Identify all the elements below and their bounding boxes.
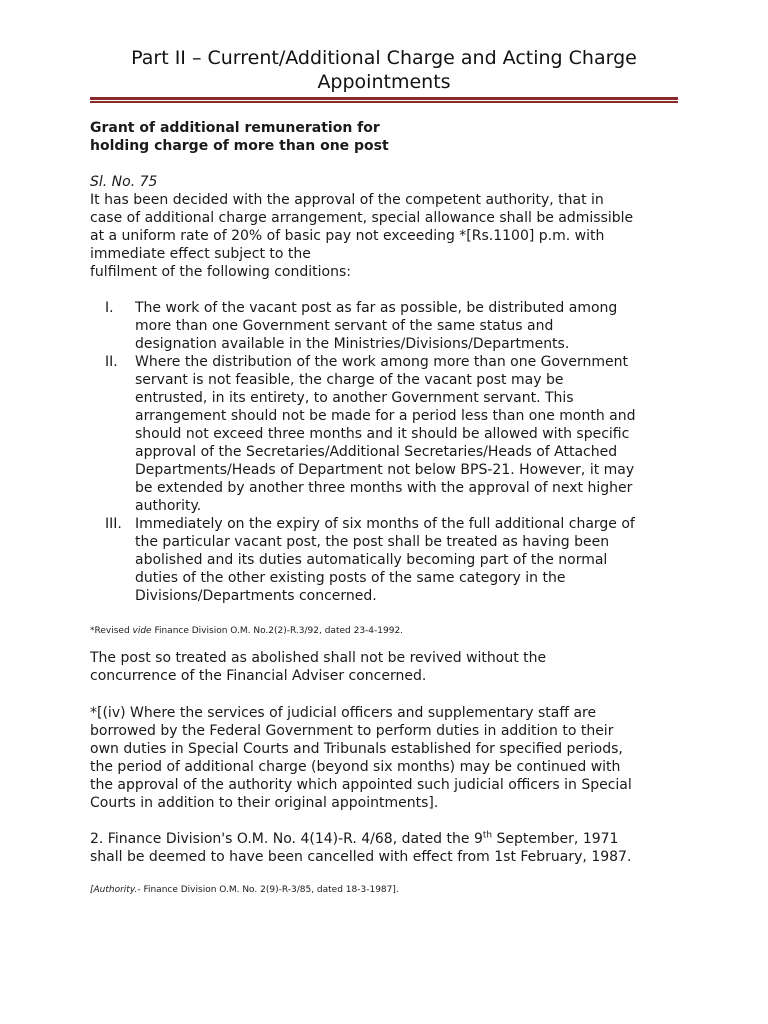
title-divider bbox=[90, 97, 678, 103]
footnote-reference: Finance Division O.M. No.2(2)-R.3/92, dated 23-4-1992. bbox=[151, 626, 404, 636]
list-item bbox=[90, 515, 678, 605]
judicial-officers-paragraph: *[(iv) Where the services of judicial officers and supplementary staff are borrowed by the Federal Government to perform duties in addition to their own duties in Special Courts and Tribunals established for specified periods, the period of additional charge (beyond six months) may be continued with the approval of the authority which appointed such judicial officers in Special Courts in addition to their original appointments]. bbox=[90, 705, 632, 811]
list-item-number: III. bbox=[105, 516, 122, 532]
ordinal-suffix: th bbox=[482, 830, 493, 841]
list-item bbox=[90, 353, 678, 515]
para2-text-start: 2. Finance Division's O.M. No. 4(14)-R. 4/68, dated the 9 bbox=[90, 831, 483, 847]
list-item-number: I. bbox=[105, 300, 114, 316]
section-heading: Grant of additional remuneration for holding charge of more than one post bbox=[90, 120, 389, 154]
abolished-paragraph: The post so treated as abolished shall not be revived without the concurrence of the Financial Adviser concerned. bbox=[90, 650, 547, 684]
authority-label: [Authority. bbox=[90, 885, 138, 895]
list-item-text: Immediately on the expiry of six months of the full additional charge of the particular vacant post, the post shall be treated as having been abolished and its duties automatically becoming part of the normal duties of the other existing posts of the same category in the Divisions/Departments concerned. bbox=[135, 516, 635, 604]
list-item-text: The work of the vacant post as far as possible, be distributed among more than one Government servant of the same status and designation available in the Ministries/Divisions/Departments. bbox=[135, 300, 618, 352]
list-item bbox=[90, 299, 678, 353]
para2-text-end: September, 1971 shall be deemed to have been cancelled with effect from 1st February, 1987. bbox=[90, 831, 632, 865]
conditions-list bbox=[90, 299, 678, 605]
authority-citation bbox=[90, 884, 678, 896]
serial-number: Sl. No. 75 bbox=[90, 174, 158, 190]
intro-paragraph: It has been decided with the approval of the competent authority, that in case of additional charge arrangement, special allowance shall be admissible at a uniform rate of 20% of basic pay not exceeding *[Rs.1100] p.m. with immediate effect subject to the fulfilment of the following conditions: bbox=[90, 192, 634, 280]
page-title: Part II – Current/Additional Charge and Acting Charge Appointments bbox=[131, 47, 637, 93]
footnote-prefix: *Revised bbox=[90, 626, 133, 636]
list-item-text: Where the distribution of the work among more than one Government servant is not feasible, the charge of the vacant post may be entrusted, in its entirety, to another Government servant. This arrangement should not be made for a period less than one month and should not exceed three months and it should be allowed with specific approval of the Secretaries/Additional Secretaries/Heads of Attached Departments/Heads of Department not below BPS-21. However, it may be extended by another three months with the approval of next higher authority. bbox=[135, 354, 636, 514]
list-item-number: II. bbox=[105, 354, 118, 370]
footnote-vide: vide bbox=[132, 626, 152, 636]
revision-footnote bbox=[90, 625, 678, 637]
cancellation-paragraph bbox=[90, 830, 678, 866]
authority-reference: - Finance Division O.M. No. 2(9)-R-3/85, dated 18-3-1987]. bbox=[137, 885, 399, 895]
